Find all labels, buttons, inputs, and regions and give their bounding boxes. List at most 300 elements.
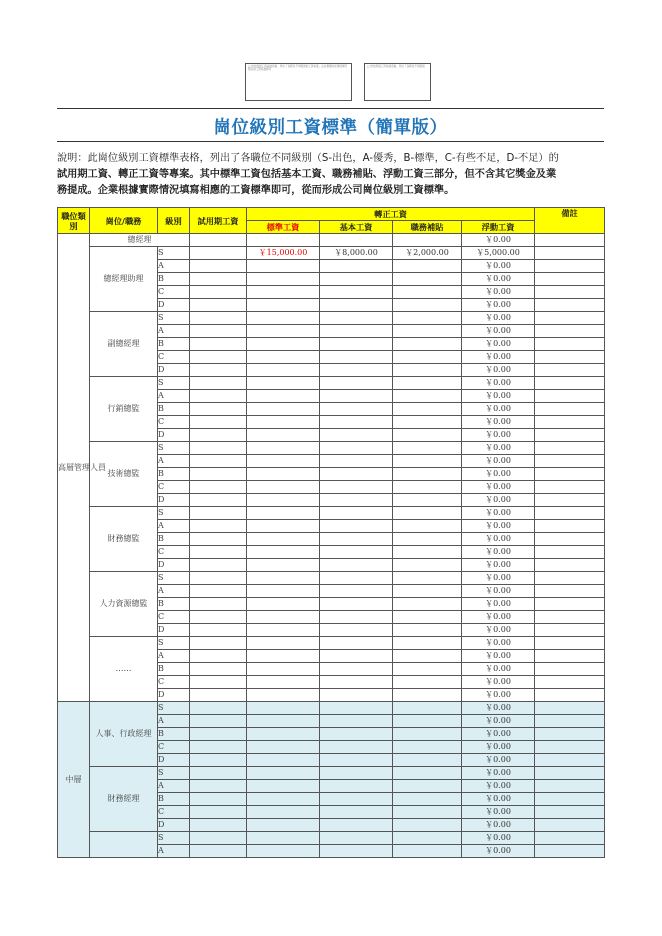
position-cell: 總經理助理: [90, 247, 158, 312]
table-row: [58, 637, 605, 650]
level-cell: S: [158, 377, 190, 390]
level-cell: A: [158, 260, 190, 273]
cell-allowance: [393, 234, 462, 247]
header-row-1: [58, 208, 605, 221]
cell-base: [320, 806, 393, 819]
cell-base: [320, 442, 393, 455]
cell-allowance: [393, 533, 462, 546]
table-row: [58, 507, 605, 520]
cell-floating: ￥0.00: [462, 325, 535, 338]
cell-allowance: [393, 793, 462, 806]
level-cell: D: [158, 299, 190, 312]
cell-probation: [190, 650, 247, 663]
cell-probation: [190, 715, 247, 728]
cell-floating: ￥0.00: [462, 611, 535, 624]
header-boxes: [245, 63, 545, 101]
cell-base: [320, 416, 393, 429]
cell-remarks: [535, 689, 605, 702]
cell-probation: [190, 351, 247, 364]
level-cell: D: [158, 754, 190, 767]
cell-floating: ￥0.00: [462, 533, 535, 546]
cell-allowance: [393, 273, 462, 286]
header-box-right: [364, 63, 431, 101]
level-cell: S: [158, 702, 190, 715]
cell-probation: [190, 780, 247, 793]
cell-remarks: [535, 559, 605, 572]
cell-allowance: [393, 702, 462, 715]
cell-remarks: [535, 741, 605, 754]
cell-standard: [247, 559, 320, 572]
cell-base: [320, 767, 393, 780]
cell-allowance: [393, 312, 462, 325]
category-cell: 中層: [58, 702, 90, 858]
cell-floating: ￥0.00: [462, 546, 535, 559]
cell-standard: [247, 325, 320, 338]
cell-base: [320, 338, 393, 351]
cell-probation: [190, 455, 247, 468]
cell-allowance: [393, 663, 462, 676]
cell-remarks: [535, 676, 605, 689]
cell-floating: ￥0.00: [462, 676, 535, 689]
cell-floating: ￥0.00: [462, 260, 535, 273]
cell-standard: [247, 546, 320, 559]
cell-probation: [190, 676, 247, 689]
level-cell: A: [158, 650, 190, 663]
cell-standard: [247, 572, 320, 585]
level-cell: D: [158, 624, 190, 637]
cell-remarks: [535, 390, 605, 403]
cell-base: [320, 689, 393, 702]
cell-standard: [247, 793, 320, 806]
cell-floating: ￥0.00: [462, 637, 535, 650]
cell-allowance: [393, 403, 462, 416]
cell-allowance: [393, 559, 462, 572]
cell-probation: [190, 468, 247, 481]
level-cell: A: [158, 520, 190, 533]
cell-floating: ￥0.00: [462, 455, 535, 468]
cell-remarks: [535, 832, 605, 845]
level-cell: C: [158, 286, 190, 299]
cell-floating: ￥0.00: [462, 377, 535, 390]
cell-base: [320, 273, 393, 286]
level-cell: D: [158, 689, 190, 702]
table-row: [58, 247, 605, 260]
cell-allowance: [393, 494, 462, 507]
level-cell: S: [158, 767, 190, 780]
level-cell: A: [158, 715, 190, 728]
page-title: 崗位級別工資標準（簡單版）: [213, 118, 448, 138]
cell-floating: ￥0.00: [462, 650, 535, 663]
cell-floating: ￥0.00: [462, 351, 535, 364]
cell-floating: ￥0.00: [462, 715, 535, 728]
cell-remarks: [535, 403, 605, 416]
position-cell: 技術總監: [90, 442, 158, 507]
cell-standard: [247, 299, 320, 312]
cell-standard: [247, 260, 320, 273]
cell-remarks: [535, 702, 605, 715]
cell-base: [320, 312, 393, 325]
cell-base: [320, 507, 393, 520]
cell-probation: [190, 637, 247, 650]
cell-floating: ￥0.00: [462, 780, 535, 793]
cell-base: [320, 663, 393, 676]
cell-floating: ￥0.00: [462, 806, 535, 819]
level-cell: B: [158, 403, 190, 416]
cell-floating: ￥0.00: [462, 416, 535, 429]
cell-standard: [247, 715, 320, 728]
cell-allowance: [393, 741, 462, 754]
cell-remarks: [535, 767, 605, 780]
cell-remarks: [535, 247, 605, 260]
cell-allowance: ￥2,000.00: [393, 247, 462, 260]
cell-floating: ￥0.00: [462, 689, 535, 702]
cell-floating: ￥0.00: [462, 702, 535, 715]
position-cell: 財務經理: [90, 767, 158, 832]
cell-probation: [190, 598, 247, 611]
cell-base: [320, 585, 393, 598]
level-cell: B: [158, 273, 190, 286]
cell-base: [320, 468, 393, 481]
cell-probation: [190, 793, 247, 806]
header-standard: 標準工資: [247, 221, 320, 234]
cell-base: [320, 637, 393, 650]
cell-floating: ￥0.00: [462, 819, 535, 832]
cell-floating: ￥0.00: [462, 286, 535, 299]
cell-standard: [247, 533, 320, 546]
cell-remarks: [535, 728, 605, 741]
cell-probation: [190, 364, 247, 377]
cell-base: [320, 377, 393, 390]
cell-remarks: [535, 598, 605, 611]
level-cell: C: [158, 676, 190, 689]
cell-remarks: [535, 364, 605, 377]
cell-probation: [190, 832, 247, 845]
cell-probation: [190, 572, 247, 585]
cell-probation: [190, 234, 247, 247]
position-cell: 行銷總監: [90, 377, 158, 442]
cell-remarks: [535, 507, 605, 520]
cell-allowance: [393, 507, 462, 520]
cell-probation: [190, 260, 247, 273]
position-cell: 人事、行政經理: [90, 702, 158, 767]
cell-standard: [247, 676, 320, 689]
cell-standard: ￥15,000.00: [247, 247, 320, 260]
cell-probation: [190, 689, 247, 702]
cell-floating: ￥5,000.00: [462, 247, 535, 260]
cell-probation: [190, 507, 247, 520]
cell-probation: [190, 559, 247, 572]
cell-probation: [190, 325, 247, 338]
cell-allowance: [393, 351, 462, 364]
level-cell: C: [158, 611, 190, 624]
header-base: 基本工資: [320, 221, 393, 234]
cell-remarks: [535, 819, 605, 832]
cell-probation: [190, 247, 247, 260]
cell-floating: ￥0.00: [462, 598, 535, 611]
cell-remarks: [535, 273, 605, 286]
cell-remarks: [535, 533, 605, 546]
cell-probation: [190, 299, 247, 312]
cell-allowance: [393, 598, 462, 611]
cell-remarks: [535, 585, 605, 598]
cell-allowance: [393, 585, 462, 598]
cell-allowance: [393, 819, 462, 832]
cell-probation: [190, 286, 247, 299]
cell-allowance: [393, 728, 462, 741]
cell-probation: [190, 845, 247, 858]
cell-standard: [247, 702, 320, 715]
cell-remarks: [535, 312, 605, 325]
level-cell: A: [158, 845, 190, 858]
cell-standard: [247, 819, 320, 832]
cell-floating: ￥0.00: [462, 572, 535, 585]
cell-remarks: [535, 650, 605, 663]
cell-base: [320, 572, 393, 585]
cell-floating: ￥0.00: [462, 364, 535, 377]
cell-remarks: [535, 611, 605, 624]
cell-allowance: [393, 520, 462, 533]
table-row: [58, 702, 605, 715]
cell-standard: [247, 364, 320, 377]
cell-base: [320, 702, 393, 715]
cell-probation: [190, 819, 247, 832]
table-row: [58, 442, 605, 455]
level-cell: C: [158, 481, 190, 494]
cell-floating: ￥0.00: [462, 299, 535, 312]
cell-standard: [247, 585, 320, 598]
level-cell: B: [158, 598, 190, 611]
header-level: 級別: [158, 208, 190, 234]
cell-base: [320, 351, 393, 364]
header-probation: 試用期工資: [190, 208, 247, 234]
table-row: [58, 832, 605, 845]
cell-allowance: [393, 715, 462, 728]
cell-floating: ￥0.00: [462, 728, 535, 741]
level-cell: A: [158, 780, 190, 793]
cell-standard: [247, 390, 320, 403]
position-cell: 副總經理: [90, 312, 158, 377]
cell-floating: ￥0.00: [462, 481, 535, 494]
level-cell: C: [158, 546, 190, 559]
cell-base: [320, 494, 393, 507]
cell-standard: [247, 520, 320, 533]
level-cell: A: [158, 390, 190, 403]
cell-allowance: [393, 611, 462, 624]
level-cell: B: [158, 728, 190, 741]
level-cell: S: [158, 442, 190, 455]
cell-allowance: [393, 767, 462, 780]
cell-probation: [190, 585, 247, 598]
level-cell: D: [158, 559, 190, 572]
cell-floating: ￥0.00: [462, 520, 535, 533]
cell-standard: [247, 286, 320, 299]
cell-floating: ￥0.00: [462, 507, 535, 520]
header-box-left-text: □ 岗位级别工资标准表格，列出了各职位不同级别的工资标准，企业根据实际情况填写相应的工资标准即可: [248, 65, 348, 72]
cell-remarks: [535, 338, 605, 351]
cell-remarks: [535, 520, 605, 533]
cell-remarks: [535, 377, 605, 390]
cell-standard: [247, 377, 320, 390]
cell-floating: ￥0.00: [462, 442, 535, 455]
description-line-3: 務提成。企業根據實際情況填寫相應的工資標準即可，從而形成公司崗位級別工資標準。: [57, 185, 455, 196]
cell-floating: ￥0.00: [462, 429, 535, 442]
cell-floating: ￥0.00: [462, 559, 535, 572]
level-cell: A: [158, 585, 190, 598]
cell-allowance: [393, 637, 462, 650]
cell-allowance: [393, 338, 462, 351]
cell-base: [320, 793, 393, 806]
cell-probation: [190, 728, 247, 741]
cell-standard: [247, 273, 320, 286]
cell-base: [320, 390, 393, 403]
cell-base: [320, 845, 393, 858]
level-cell: C: [158, 806, 190, 819]
cell-standard: [247, 767, 320, 780]
header-category: 職位類別: [58, 208, 90, 234]
cell-probation: [190, 416, 247, 429]
cell-allowance: [393, 481, 462, 494]
cell-floating: ￥0.00: [462, 663, 535, 676]
cell-remarks: [535, 481, 605, 494]
cell-allowance: [393, 260, 462, 273]
cell-allowance: [393, 546, 462, 559]
cell-base: [320, 728, 393, 741]
cell-floating: ￥0.00: [462, 754, 535, 767]
cell-standard: [247, 624, 320, 637]
cell-standard: [247, 611, 320, 624]
header-allowance: 職務補貼: [393, 221, 462, 234]
cell-allowance: [393, 624, 462, 637]
cell-standard: [247, 806, 320, 819]
header-regular: 轉正工資: [247, 208, 535, 221]
cell-probation: [190, 312, 247, 325]
level-cell: S: [158, 312, 190, 325]
level-cell: S: [158, 637, 190, 650]
cell-base: [320, 832, 393, 845]
cell-probation: [190, 663, 247, 676]
cell-allowance: [393, 429, 462, 442]
cell-standard: [247, 455, 320, 468]
cell-remarks: [535, 754, 605, 767]
cell-standard: [247, 728, 320, 741]
level-cell: S: [158, 832, 190, 845]
header-box-left: [245, 63, 352, 101]
cell-base: [320, 546, 393, 559]
cell-base: [320, 754, 393, 767]
cell-probation: [190, 767, 247, 780]
level-cell: D: [158, 494, 190, 507]
header-floating: 浮動工資: [462, 221, 535, 234]
level-cell: A: [158, 325, 190, 338]
cell-allowance: [393, 299, 462, 312]
cell-probation: [190, 520, 247, 533]
cell-probation: [190, 533, 247, 546]
level-cell: B: [158, 793, 190, 806]
cell-standard: [247, 416, 320, 429]
cell-remarks: [535, 260, 605, 273]
cell-probation: [190, 546, 247, 559]
cell-standard: [247, 403, 320, 416]
cell-remarks: [535, 351, 605, 364]
cell-base: [320, 325, 393, 338]
cell-probation: [190, 754, 247, 767]
table-row: [58, 572, 605, 585]
cell-remarks: [535, 715, 605, 728]
cell-standard: [247, 637, 320, 650]
cell-standard: [247, 494, 320, 507]
cell-allowance: [393, 650, 462, 663]
cell-probation: [190, 702, 247, 715]
cell-floating: ￥0.00: [462, 845, 535, 858]
cell-allowance: [393, 390, 462, 403]
cell-probation: [190, 611, 247, 624]
cell-floating: ￥0.00: [462, 585, 535, 598]
table-row: [58, 767, 605, 780]
cell-allowance: [393, 676, 462, 689]
cell-allowance: [393, 364, 462, 377]
level-cell: D: [158, 364, 190, 377]
header-position: 崗位/職務: [90, 208, 158, 234]
cell-standard: [247, 663, 320, 676]
level-cell: S: [158, 247, 190, 260]
cell-probation: [190, 481, 247, 494]
cell-floating: ￥0.00: [462, 468, 535, 481]
level-cell: B: [158, 338, 190, 351]
position-cell: 財務總監: [90, 507, 158, 572]
cell-floating: ￥0.00: [462, 494, 535, 507]
level-cell: B: [158, 468, 190, 481]
cell-allowance: [393, 832, 462, 845]
cell-standard: [247, 442, 320, 455]
cell-remarks: [535, 793, 605, 806]
cell-standard: [247, 507, 320, 520]
position-cell: 總經理: [90, 234, 190, 247]
cell-allowance: [393, 572, 462, 585]
cell-base: [320, 598, 393, 611]
cell-standard: [247, 650, 320, 663]
cell-base: [320, 260, 393, 273]
cell-remarks: [535, 624, 605, 637]
table-row: [58, 377, 605, 390]
cell-base: [320, 364, 393, 377]
cell-standard: [247, 351, 320, 364]
cell-floating: ￥0.00: [462, 234, 535, 247]
cell-base: [320, 234, 393, 247]
level-cell: B: [158, 663, 190, 676]
cell-remarks: [535, 572, 605, 585]
header-box-right-text: □ 岗位级别工资标准表格，列出了各职位不同级别: [367, 65, 425, 68]
cell-base: [320, 780, 393, 793]
cell-probation: [190, 403, 247, 416]
cell-floating: ￥0.00: [462, 767, 535, 780]
cell-standard: [247, 234, 320, 247]
salary-table: [57, 207, 605, 858]
cell-standard: [247, 832, 320, 845]
level-cell: C: [158, 351, 190, 364]
cell-allowance: [393, 780, 462, 793]
cell-standard: [247, 780, 320, 793]
cell-floating: ￥0.00: [462, 741, 535, 754]
table-row: [58, 312, 605, 325]
cell-floating: ￥0.00: [462, 403, 535, 416]
position-cell: ……: [90, 637, 158, 702]
cell-remarks: [535, 546, 605, 559]
cell-probation: [190, 338, 247, 351]
cell-floating: ￥0.00: [462, 312, 535, 325]
cell-floating: ￥0.00: [462, 273, 535, 286]
cell-floating: ￥0.00: [462, 390, 535, 403]
cell-base: [320, 455, 393, 468]
